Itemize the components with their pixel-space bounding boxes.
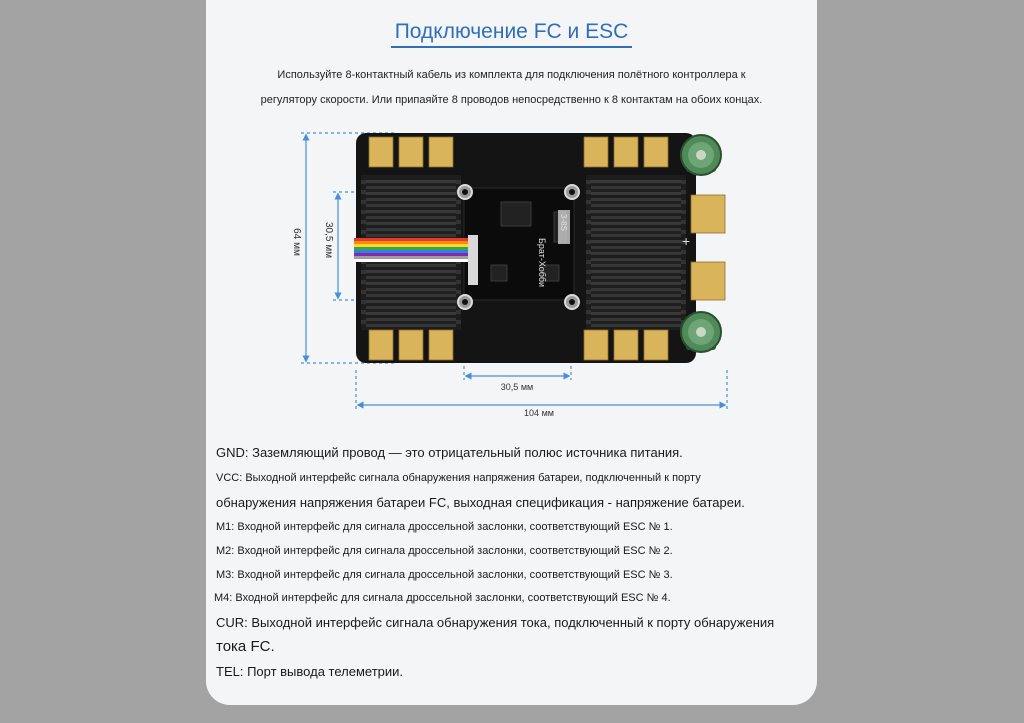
page-title: Подключение FC и ESC <box>206 20 817 48</box>
svg-text:+: + <box>682 233 691 249</box>
spec-tel: TEL: Порт вывода телеметрии. <box>216 664 404 679</box>
spec-cur: CUR: Выходной интерфейс сигнала обнаружения тока, подключенный к порту обнаружения <box>216 615 775 630</box>
spec-gnd: GND: Заземляющий провод — это отрицательный полюс источника питания. <box>216 445 683 460</box>
capacitor-top <box>681 135 721 175</box>
esc-board <box>354 133 725 363</box>
content-card <box>206 0 817 705</box>
intro-line-2: регулятору скорости. Или припаяйте 8 проводов непосредственно к 8 контактам на обоих концах. <box>260 94 763 106</box>
spec-m1: M1: Входной интерфейс для сигнала дроссельной заслонки, соответствующий ESC № 1. <box>216 521 673 533</box>
dim-hole-height-label: 30,5 мм <box>323 222 334 258</box>
dim-hole-width-label: 30,5 мм <box>500 382 534 392</box>
spec-cur-continued: тока FC. <box>216 638 275 655</box>
ribbon-cable <box>354 238 468 262</box>
dim-width-label: 104 мм <box>524 408 554 418</box>
intro-line-1: Используйте 8-контактный кабель из комплекта для подключения полётного контроллера к <box>277 69 746 81</box>
spec-m3: M3: Входной интерфейс для сигнала дроссельной заслонки, соответствующий ESC № 3. <box>216 569 673 581</box>
spec-vcc-continued: обнаружения напряжения батареи FC, выходная спецификация - напряжение батареи. <box>216 495 745 510</box>
spec-m4: M4: Входной интерфейс для сигнала дроссельной заслонки, соответствующий ESC № 4. <box>214 592 671 604</box>
spec-vcc: VCC: Выходной интерфейс сигнала обнаружения напряжения батареи, подключенный к порту <box>216 472 701 484</box>
board-brand-text: Брат-Хобби <box>537 238 547 288</box>
fc-connector <box>468 235 478 285</box>
capacitor-bottom <box>681 312 721 352</box>
dim-height-label: 64 мм <box>291 228 302 256</box>
board-voltage-text: 3-8S <box>559 214 568 231</box>
spec-m2: M2: Входной интерфейс для сигнала дроссельной заслонки, соответствующий ESC № 2. <box>216 545 673 557</box>
power-pads <box>691 195 725 300</box>
